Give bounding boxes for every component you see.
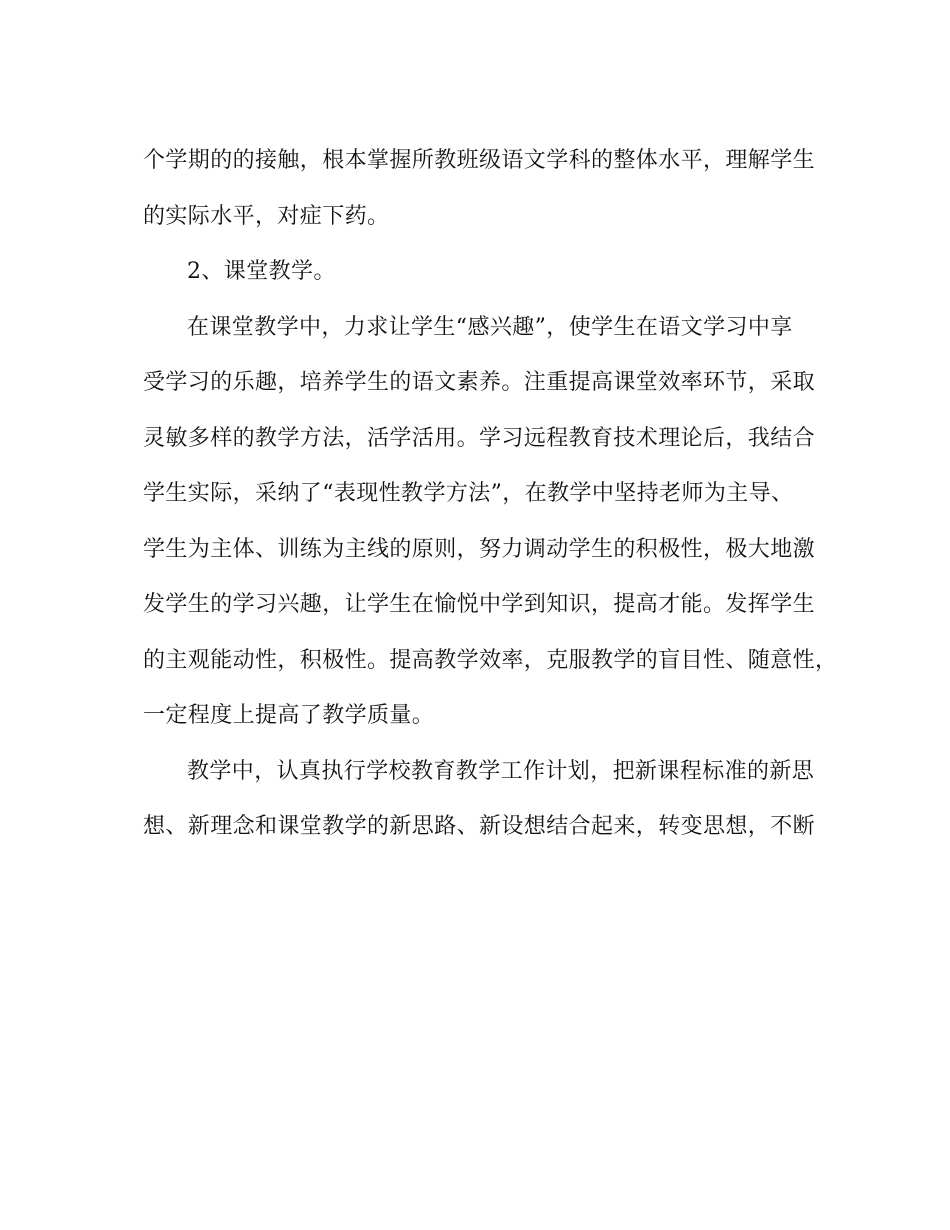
text-line-11: 一定程度上提高了教学质量。 bbox=[143, 703, 435, 728]
text-line-1: 个学期的的接触，根本掌握所教班级语文学科的整体水平，理解学生 bbox=[143, 148, 816, 173]
text-line-12: 教学中，认真执行学校教育教学工作计划，把新课程标准的新思 bbox=[187, 758, 815, 784]
text-line-13: 想、新理念和课堂教学的新思路、新设想结合起来，转变思想，不断 bbox=[143, 814, 816, 839]
text-line-9: 发学生的学习兴趣，让学生在愉悦中学到知识，提高才能。发挥学生 bbox=[143, 592, 816, 617]
section-heading: 2、课堂教学。 bbox=[187, 259, 336, 284]
text-line-6: 灵敏多样的教学方法，活学活用。学习远程教育技术理论后，我结合 bbox=[143, 425, 816, 451]
body-text bbox=[143, 133, 838, 855]
text-line-2: 的实际水平，对症下药。 bbox=[143, 203, 390, 229]
text-line-4: 在课堂教学中，力求让学生“感兴趣”，使学生在语文学习中享 bbox=[187, 314, 793, 340]
text-line-10: 的主观能动性，积极性。提高教学效率，克服教学的盲目性、随意性， bbox=[143, 647, 838, 673]
text-line-5: 受学习的乐趣，培养学生的语文素养。注重提高课堂效率环节，采取 bbox=[143, 370, 816, 395]
text-line-8: 学生为主体、训练为主线的原则，努力调动学生的积极性，极大地激 bbox=[143, 536, 816, 562]
text-line-7: 学生实际，采纳了“表现性教学方法”，在教学中坚持老师为主导、 bbox=[143, 481, 794, 506]
